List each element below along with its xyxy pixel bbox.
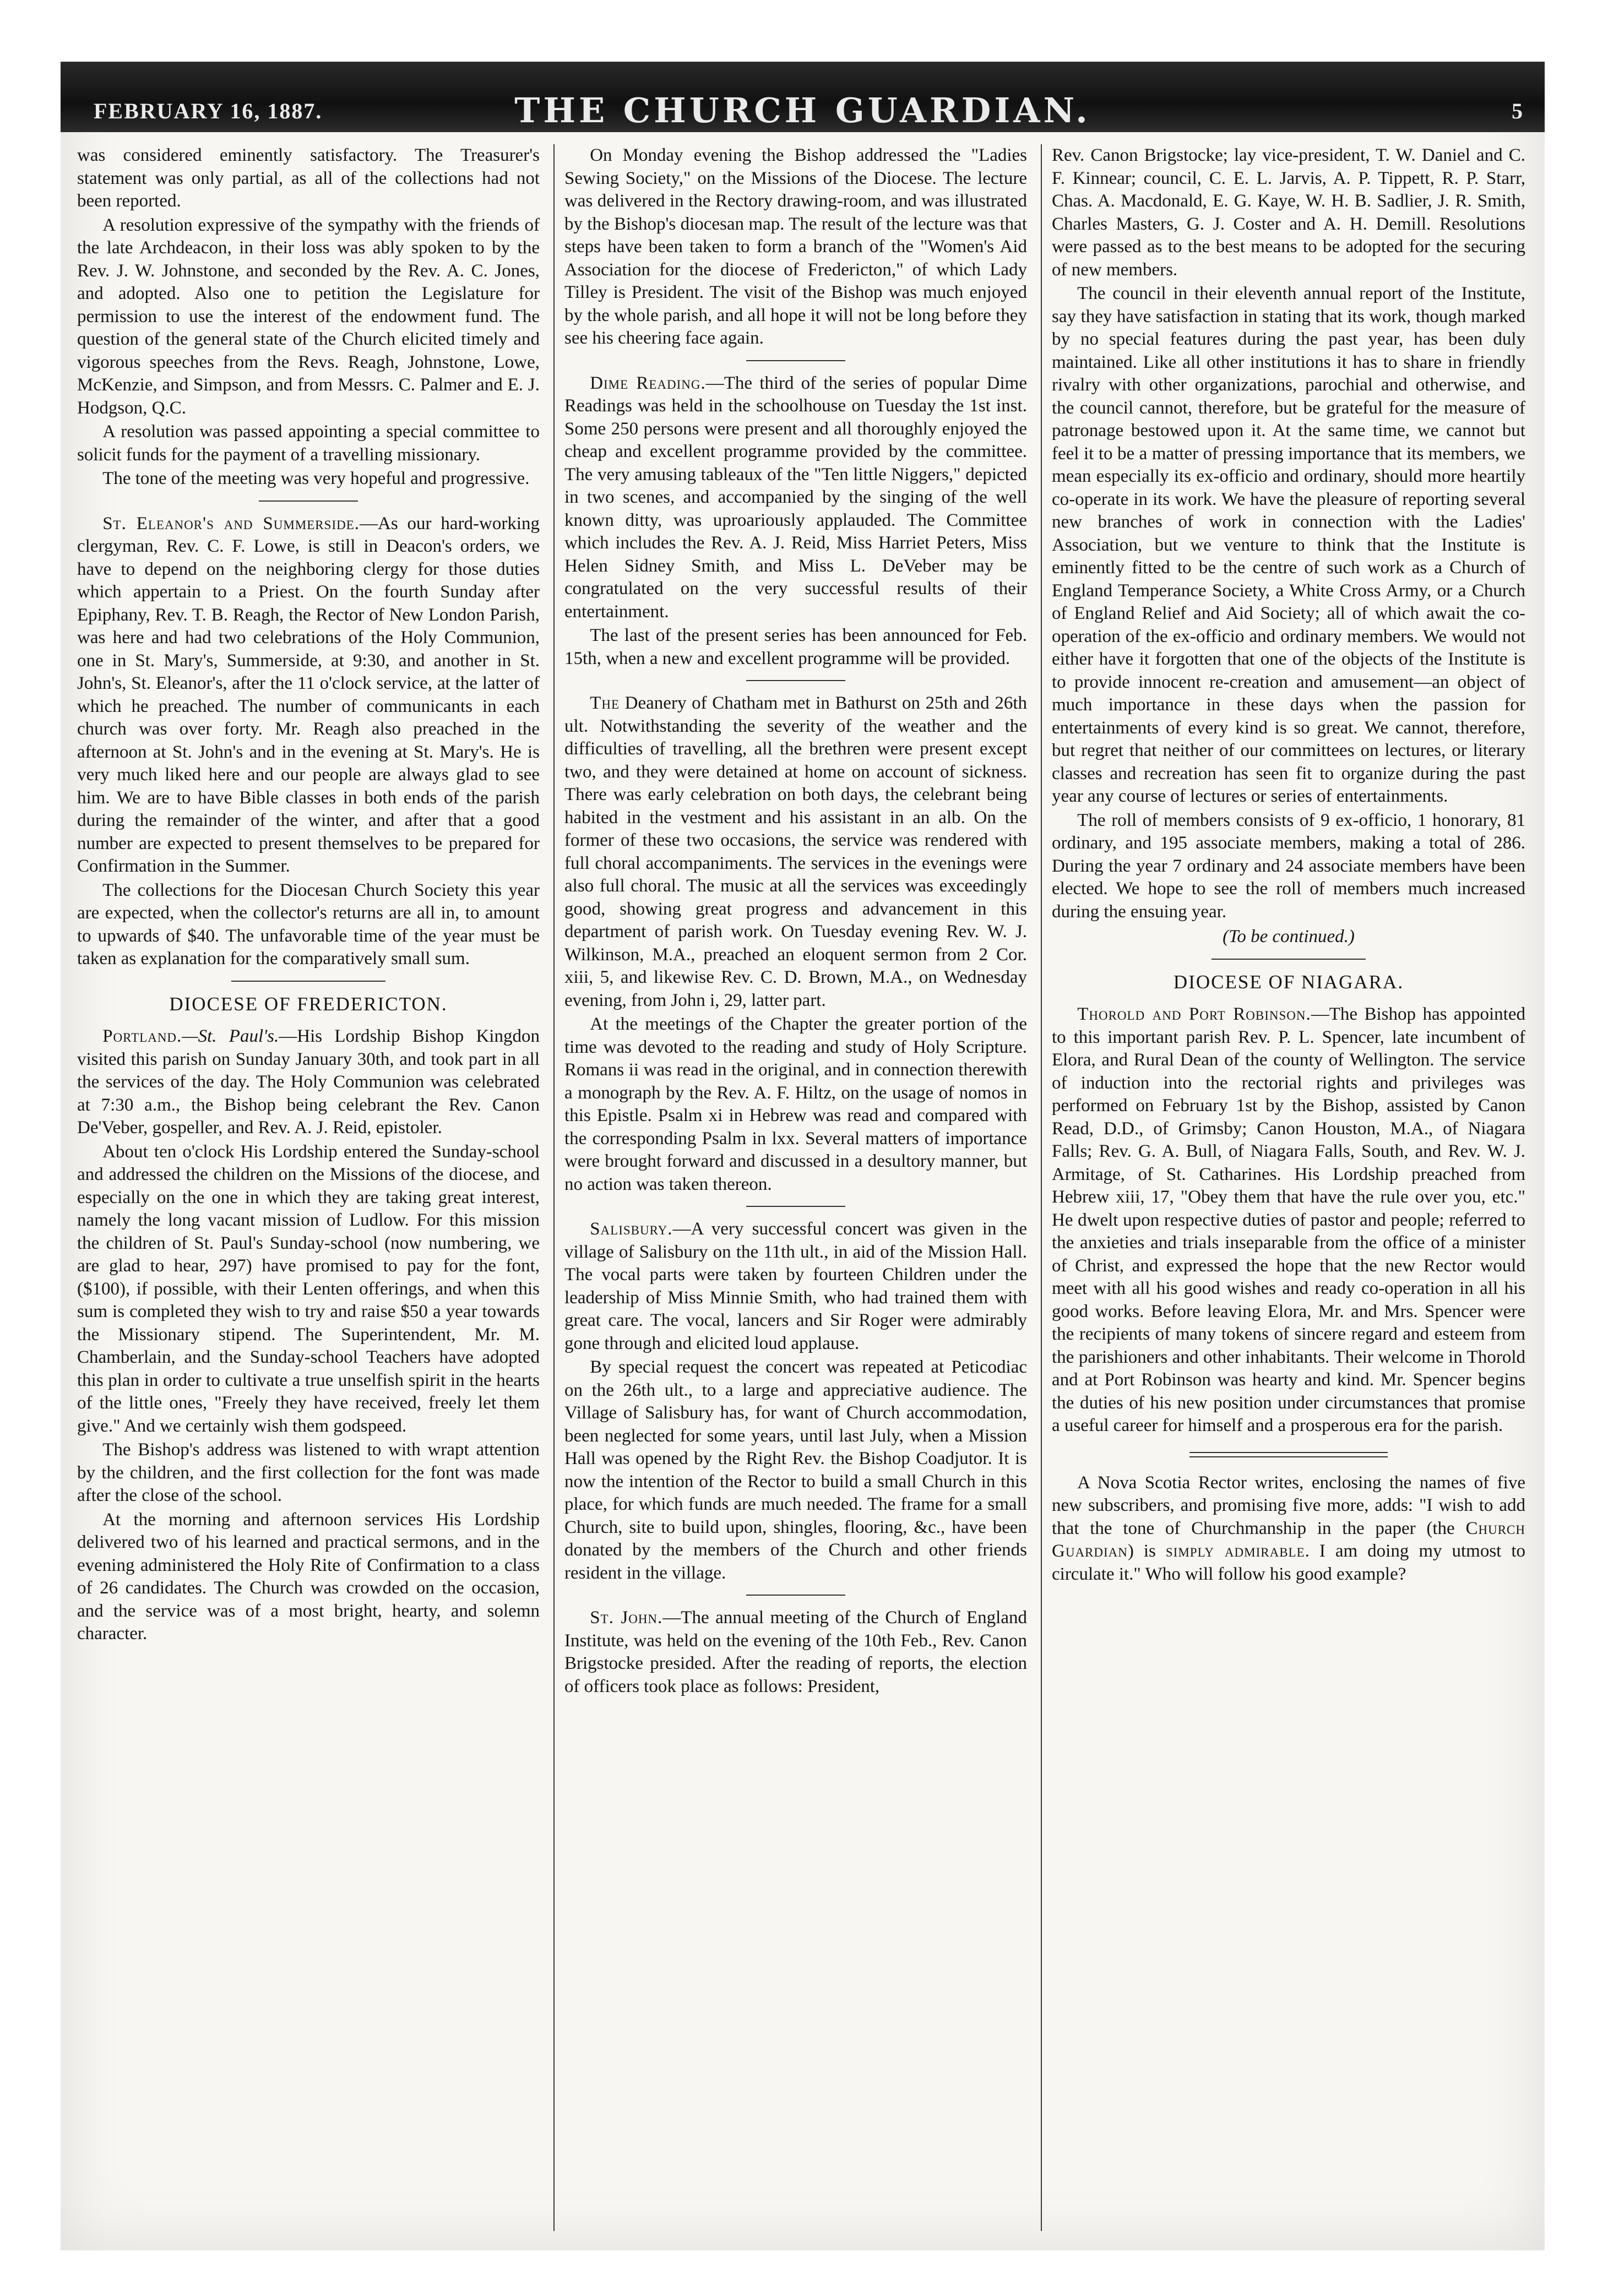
item-text: —A very successful concert was given in the village of Salisbury on the 11th ult., in aid of the Mission Hall. The vocal parts were taken by fourteen Children under the leadership of Miss Minnie Smith, who had trained them with great care. The vocal, lancers and Sir Roger were admirably gone through and elicited loud applause. [564, 1219, 1027, 1353]
column-2 [564, 144, 1027, 2237]
item-lead: Thorold and Port Robinson. [1077, 1004, 1311, 1024]
paragraph: At the meetings of the Chapter the greater portion of the time was devoted to the reading and study of Holy Scripture. Romans ii was read in the original, and in connection therewith a monograph by the Rev. A. F. Hiltz, on the usage of nomos in this Epistle. Psalm xi in Hebrew was read and compared with the corresponding Psalm in lxx. Several matters of importance were brought forward and discussed in a desultory manner, but no action was taken thereon. [564, 1014, 1027, 1194]
paragraph: A resolution was passed appointing a special committee to solicit funds for the payment of a travelling missionary. [77, 422, 540, 465]
item-text: Deanery of Chatham met in Bathurst on 25th and 26th ult. Notwithstanding the severity of the weather and the difficulties of travelling, all the brethren were present except two, and they were detained at home on account of sickness. There was early celebration on both days, the celebrant being habited in the vestment and his assistant in an alb. On the former of these two occasions, the service was rendered with full choral accompaniments. The services in the evenings were also full choral. The music at all the services was exceedingly good, showing great progress and advancement in this department of parish work. On Tuesday evening Rev. W. J. Wilkinson, M.A., preached an eloquent sermon from 2 Cor. xiii, 5, and likewise Rev. C. D. Brown, M.A., on Wednesday evening, from John i, 29, latter part. [564, 693, 1027, 1010]
paragraph: At the morning and afternoon services His Lordship delivered two of his learned and practical sermons, and in the evening administered the Holy Rite of Confirmation to a class of 26 candidates. The Church was crowded on the occasion, and the service was of a most bright, hearty, and solemn character. [77, 1509, 540, 1644]
continued-note: (To be continued.) [1223, 927, 1355, 946]
newspaper-page [61, 62, 1545, 2250]
column-rule [1041, 144, 1042, 2231]
page-number: 5 [1512, 99, 1523, 123]
paragraph [77, 1025, 540, 1140]
paragraph [564, 372, 1027, 624]
section-rule [231, 981, 385, 982]
section-rule [746, 680, 845, 681]
item-text: —As our hard-working clergyman, Rev. C. F. Lowe, is still in Deacon's orders, we have to depend on the neighboring clergy for those duties which appertain to a Priest. On the fourth Sunday after Epiphany, Rev. T. B. Reagh, the Rector of New London Parish, was here and had two celebrations of the Holy Communion, one in St. Mary's, Summerside, at 9:30, and another in St. John's, St. Eleanor's, after the 11 o'clock service, at the latter of which he preached. The number of communicants in each church was over forty. Mr. Reagh also preached in the afternoon at St. John's and in the evening at St. Mary's. He is very much liked here and our people are always glad to see him. We are to have Bible classes in both ends of the parish during the remainder of the winter, and after that a good number are expected to present themselves to be prepared for Confirmation in the Summer. [77, 513, 540, 876]
paragraph: The last of the present series has been announced for Feb. 15th, when a new and excellent programme will be provided. [564, 625, 1027, 668]
paragraph [1052, 1472, 1525, 1586]
paragraph [564, 1218, 1027, 1355]
emphasis: simply admirable [1165, 1541, 1305, 1561]
paragraph: On Monday evening the Bishop addressed the "Ladies Sewing Society," on the Missions of the Diocese. The lecture was delivered in the Rectory drawing-room, and was illustrated by the Bishop's diocesan map. The result of the lecture was that steps have been taken to form a branch of the "Women's Aid Association for the diocese of Fredericton," of which Lady Tilley is President. The visit of the Bishop was much enjoyed by the whole parish, and all hope it will not be long before they see his cheering face again. [564, 145, 1027, 348]
item-text: —His Lordship Bishop Kingdon visited this parish on Sunday January 30th, and took part in all the services of the day. The Holy Communion was celebrated at 7:30 a.m., the Bishop being celebrant the Rev. Canon De'Veber, gospeller, and Rev. A. J. Reid, epistoler. [77, 1026, 540, 1138]
column-rule [553, 144, 555, 2231]
masthead-bar [61, 62, 1545, 132]
issue-date: FEBRUARY 16, 1887. [94, 99, 323, 123]
section-rule [1212, 959, 1366, 960]
paragraph: The roll of members consists of 9 ex-officio, 1 honorary, 81 ordinary, and 195 associate members, making a total of 286. During the year 7 ordinary and 24 associate members have been elected. We hope to see the roll of members much increased during the ensuing year. [1052, 810, 1525, 922]
double-rule [1189, 1452, 1388, 1457]
item-text: —The Bishop has appointed to this important parish Rev. P. L. Spencer, late incumbent of Elora, and Rural Dean of the county of Wellington. The service of induction into the rectorial rights and privileges was performed on February 1st by the Bishop, assisted by Canon Read, D.D., of Grimsby; Canon Houston, M.A., of Niagara Falls; Rev. G. A. Bull, of Niagara Falls, South, and Rev. W. J. Armitage, of St. Catharines. His Lordship preached from Hebrew xiii, 17, "Obey them that have the rule over you, etc." He dwelt upon respective duties of pastor and people; referred to the anxieties and trials inseparable from the office of a minister of Christ, and expressed the hope that the new Rector would meet with all his good wishes and ready co-operation in all his good works. Before leaving Elora, Mr. and Mrs. Spencer were the recipients of many tokens of sincere regard and esteem from the parishioners and other inhabitants. Their welcome in Thorold and at Port Robinson was hearty and kind. Mr. Spencer begins the duties of his new position under circumstances that promise a useful career for himself and a prosperous era for the parish. [1052, 1004, 1525, 1435]
paragraph [564, 692, 1027, 1012]
item-lead: St. Eleanor's and Summerside. [102, 513, 360, 534]
paragraph [1052, 1003, 1525, 1438]
paragraph: The Bishop's address was listened to with wrapt attention by the children, and the first collection for the font was made after the close of the school. [77, 1440, 540, 1505]
paper-name: Church Guardian [1052, 1518, 1525, 1561]
item-text: ) is [1127, 1541, 1166, 1561]
paragraph: By special request the concert was repeated at Peticodiac on the 26th ult., to a large and appreciative audience. The Village of Salisbury has, for want of Church accommodation, been neglected for some years, until last July, when a Mission Hall was opened by the Right Rev. the Bishop Coadjutor. It is now the intention of the Rector to build a small Church in this place, for which funds are much needed. The frame for a small Church, site to build upon, shingles, flooring, &c., have been donated by the members of the Church and other friends resident in the village. [564, 1357, 1027, 1583]
item-lead: The [590, 693, 620, 713]
item-lead: Dime Reading. [590, 373, 706, 393]
paragraph: A resolution expressive of the sympathy with the friends of the late Archdeacon, in their loss was ably spoken to by the Rev. J. W. Johnstone, and seconded by the Rev. A. C. Jones, and adopted. Also one to petition the Legislature for permission to use the interest of the endowment fund. The question of the general state of the Church elicited timely and vigorous speeches from the Revs. Reagh, Johnstone, Lowe, McKenzie, and Simpson, and from Messrs. C. Palmer and E. J. Hodgson, Q.C. [77, 215, 540, 418]
paragraph: Rev. Canon Brigstocke; lay vice-president, T. W. Daniel and C. F. Kinnear; council, C. E. L. Jarvis, A. P. Tippett, R. P. Starr, Chas. A. Macdonald, E. G. Kaye, W. H. B. Sadlier, J. R. Smith, Charles Masters, G. J. Coster and A. H. Demill. Resolutions were passed as to the best means to be adopted for the securing of new members. [1052, 145, 1525, 280]
paragraph [564, 1607, 1027, 1698]
section-heading: DIOCESE OF NIAGARA. [1173, 971, 1404, 993]
item-place: —St. Paul's. [182, 1026, 279, 1046]
item-lead: Salisbury. [590, 1219, 673, 1239]
newspaper-title: THE CHURCH GUARDIAN. [514, 90, 1091, 130]
section-heading: DIOCESE OF FREDERICTON. [169, 993, 448, 1015]
paragraph: About ten o'clock His Lordship entered the Sunday-school and addressed the children on the Missions of the diocese, and especially on the one in which they are taking great interest, namely the long vacant mission of Ludlow. For this mission the children of St. Paul's Sunday-school (now numbering, we are glad to hear, 297) have promised to pay for the font, ($100), if possible, with their Lenten offerings, and when this sum is completed they wish to try and raise $50 a year towards the Missionary stipend. The Superintendent, Mr. M. Chamberlain, and the Sunday-school Teachers have adopted this plan in order to cultivate a true unselfish spirit in the hearts of the little ones, "Freely they have received, freely let them give." And we certainly wish them godspeed. [77, 1141, 540, 1436]
section-rule [259, 500, 358, 502]
item-lead: Portland. [102, 1026, 182, 1046]
paragraph: was considered eminently satisfactory. The Treasurer's statement was only partial, as all of the collections had not been reported. [77, 145, 540, 211]
paragraph: The tone of the meeting was very hopeful and progressive. [102, 469, 530, 488]
item-lead: St. John. [590, 1608, 663, 1628]
column-1 [77, 144, 540, 2237]
paragraph: The council in their eleventh annual report of the Institute, say they have satisfaction in stating that its work, though marked by no special features during the past year, has been duly maintained. Like all other institutions it has to share in friendly rivalry with other organizations, parochial and otherwise, and the council cannot, therefore, but be grateful for the measure of patronage bestowed upon it. At the same time, we cannot but feel it to be a matter of pressing importance that its members, we mean especially its ex-officio and ordinary, should more heartily co-operate in its work. We have the pleasure of reporting several new branches of work in connection with the Ladies' Association, but we venture to think that the Institute is eminently fitted to be the centre of such work as a Church of England Temperance Society, a White Cross Army, or a Church of England Relief and Aid Society; all of which await the co-operation of the ex-officio and ordinary members. We would not either have it forgotten that one of the objects of the Institute is to provide innocent re-creation and amusement—an object of much importance in these days when the passion for entertainments of every kind is so great. We cannot, therefore, but regret that neither of our committees on lectures, or literary classes and recreation has seen fit to organize during the past year any course of lectures or series of entertainments. [1052, 284, 1525, 806]
item-text: —The annual meeting of the Church of England Institute, was held on the evening of the 10th Feb., Rev. Canon Brigstocke presided. After the reading of reports, the election of officers took place as follows: President, [564, 1608, 1027, 1696]
section-rule [746, 1206, 845, 1207]
column-3 [1052, 144, 1525, 2237]
item-text: . I am doing my utmost to circulate it." Who will follow his good example? [1052, 1541, 1525, 1584]
section-rule [746, 1595, 845, 1596]
item-text: A Nova Scotia Rector writes, enclosing the names of five new subscribers, and promising five more, adds: "I wish to add that the tone of Churchmanship in the paper (the [1052, 1472, 1525, 1538]
section-rule [746, 360, 845, 361]
item-text: —The third of the series of popular Dime Readings was held in the schoolhouse on Tuesday the 1st inst. Some 250 persons were present and all thoroughly enjoyed the cheap and excellent programme provided by the committee. The very amusing tableaux of the "Ten little Niggers," depicted in two scenes, and accompanied by the singing of the well known ditty, was uproariously applauded. The Committee which includes the Rev. A. J. Reid, Miss Harriet Peters, Miss Helen Sidney Smith, and Miss L. DeVeber may be congratulated on the very successful results of their entertainment. [564, 373, 1027, 622]
paragraph: The collections for the Diocesan Church Society this year are expected, when the collector's returns are all in, to amount to upwards of $40. The unfavorable time of the year must be taken as explanation for the comparatively small sum. [77, 880, 540, 969]
paragraph [77, 513, 540, 878]
